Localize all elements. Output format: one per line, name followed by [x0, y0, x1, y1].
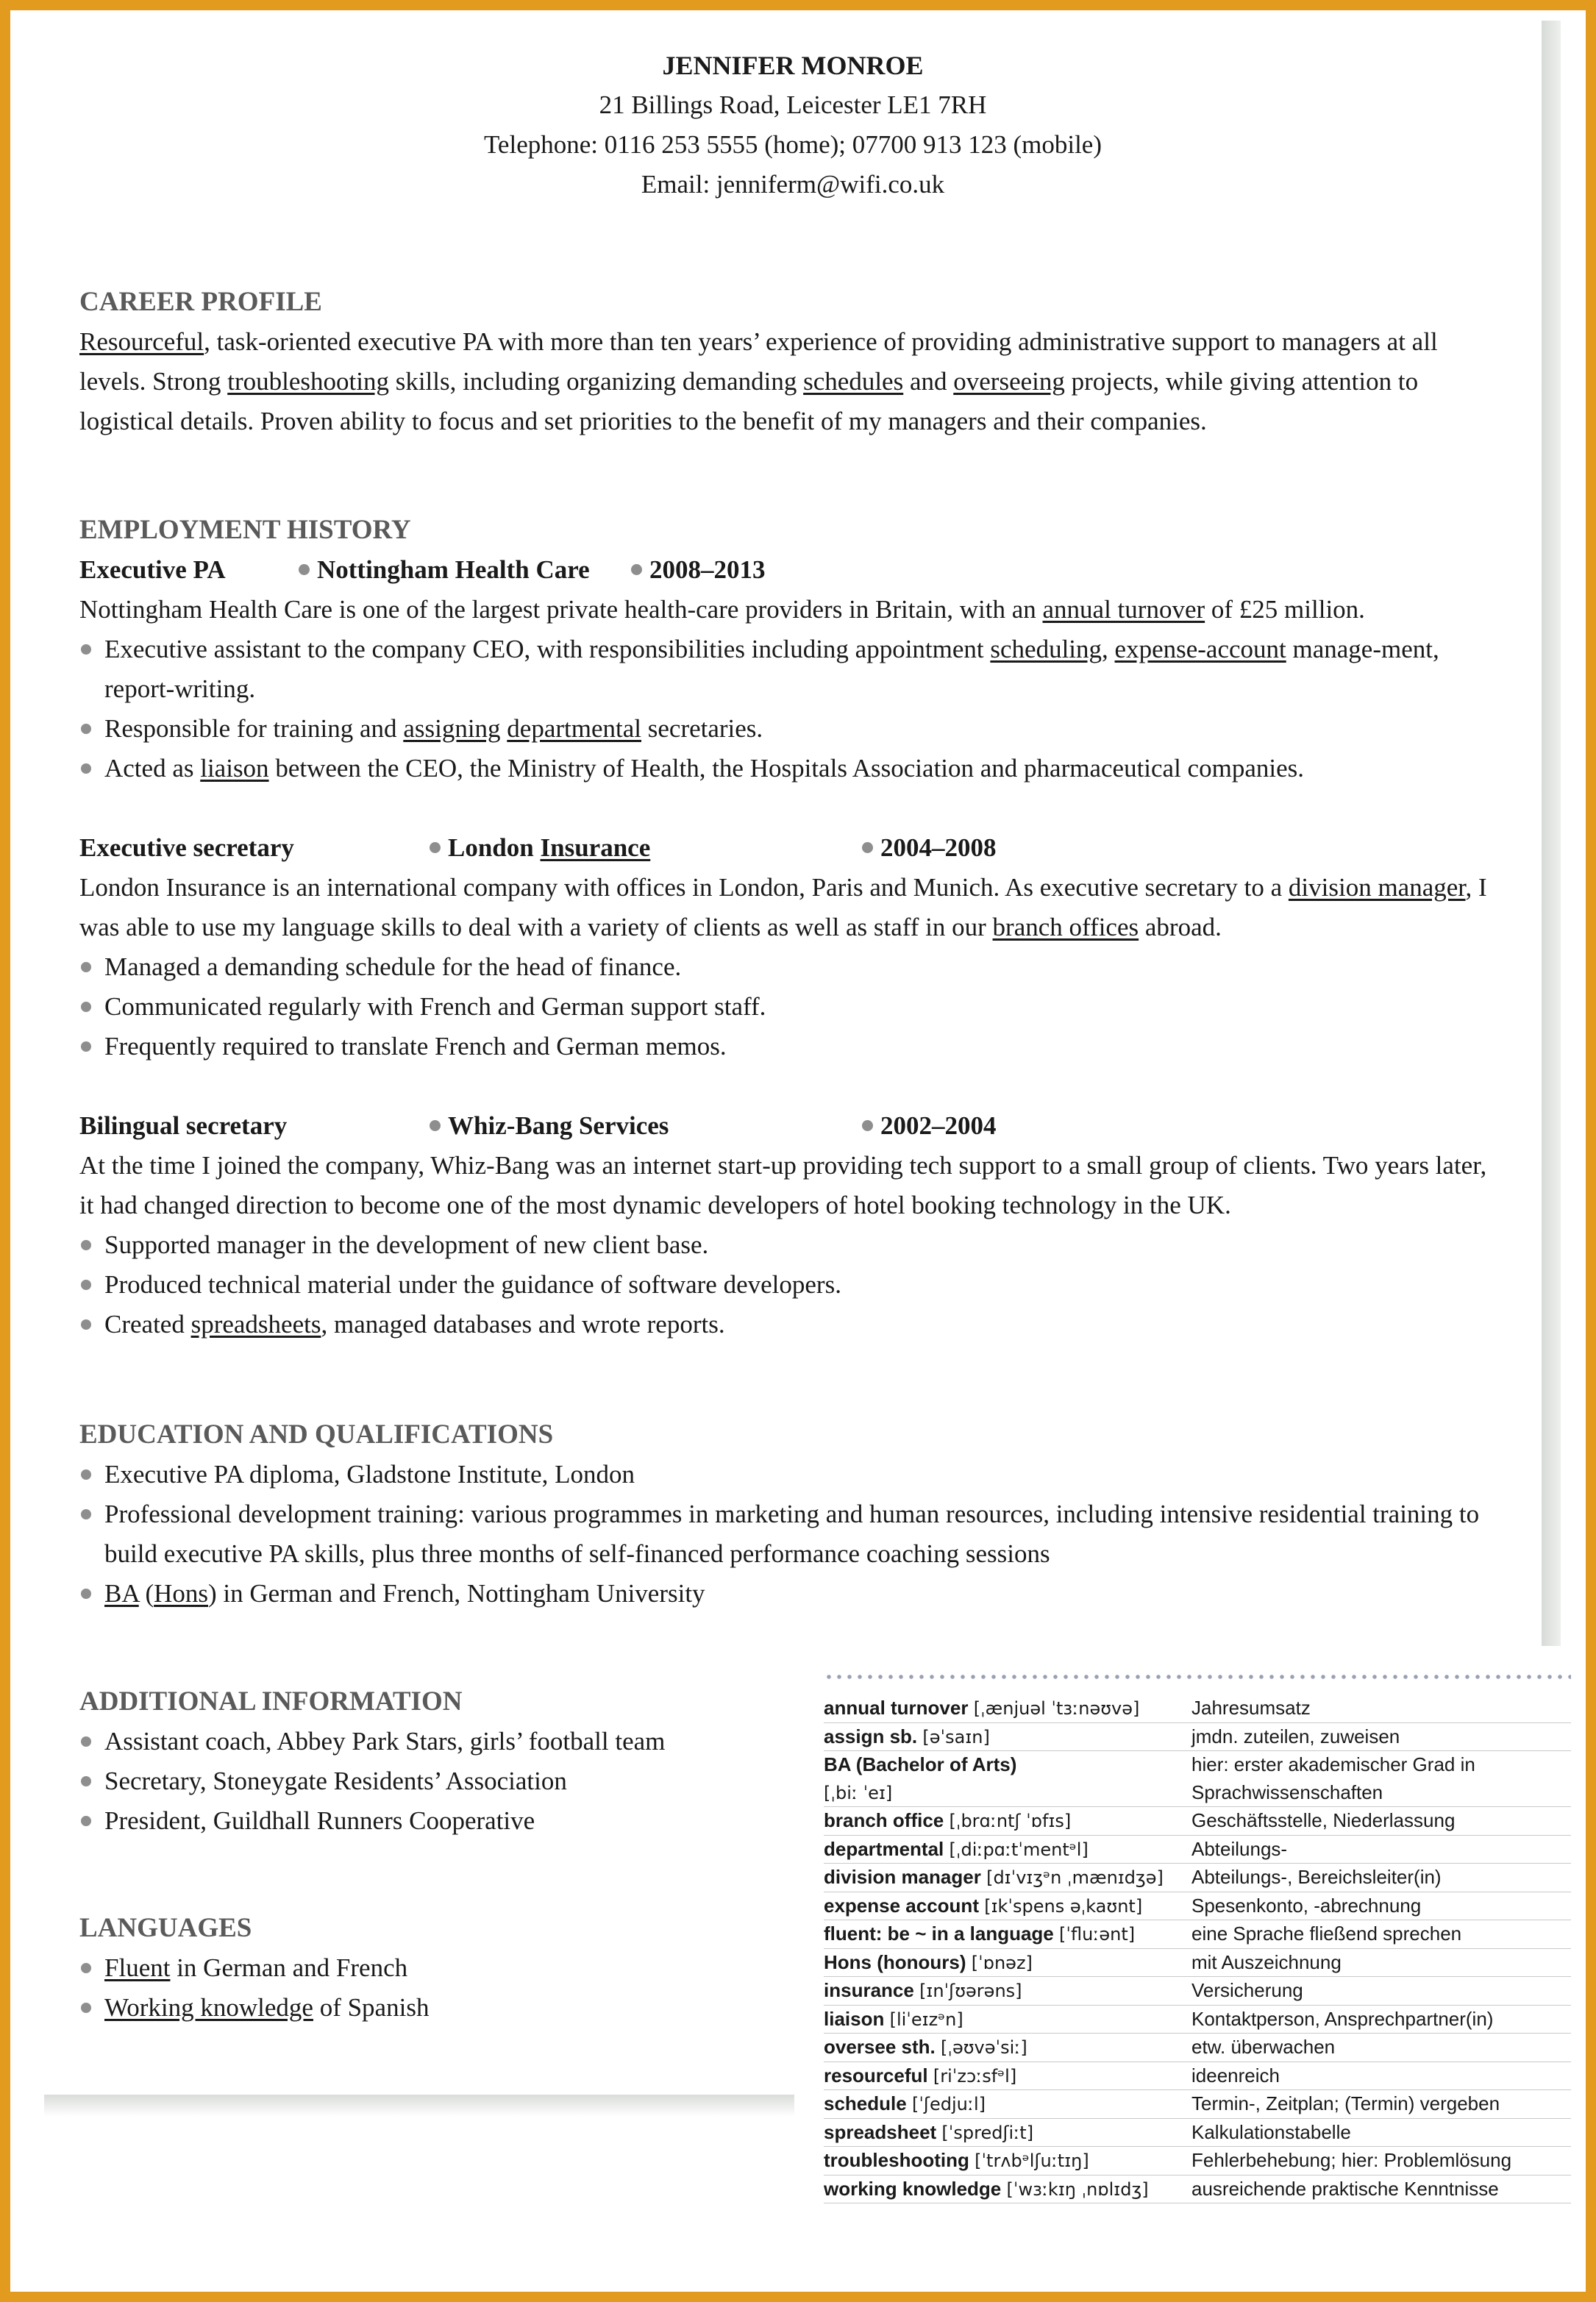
list-item: Produced technical material under the guidance of software developers.	[79, 1265, 1492, 1305]
glossary-word: Resourceful	[79, 327, 204, 356]
bullet-dot-icon	[631, 564, 642, 575]
job-description: London Insurance is an international company with offices in London, Paris and Munich. As executive secretary to a division manager, I was able to use my language skills to deal with a variety of clients as well as staff in our branch offices abroad.	[79, 873, 1487, 941]
bullet-dot-icon	[299, 564, 310, 575]
glossary-pronunciation: [dɪˈvɪʒᵊn ˌmænɪdʒə]	[986, 1867, 1164, 1888]
glossary-word: overseeing	[953, 367, 1065, 396]
languages-section	[79, 1909, 815, 2028]
glossary-pronunciation: [əˈsaɪn]	[922, 1726, 990, 1747]
cv-header	[0, 46, 1586, 204]
glossary-row	[824, 2147, 1571, 2176]
glossary-term: BA (Bachelor of Arts)	[824, 1753, 1017, 1775]
glossary-row	[824, 2118, 1571, 2147]
glossary-term-cell	[824, 1920, 1191, 1949]
glossary-row	[824, 1835, 1571, 1864]
section-title-career-profile: CAREER PROFILE	[79, 287, 322, 317]
education-list	[79, 1455, 1492, 1614]
glossary-translation: Spesenkonto, -abrechnung	[1191, 1892, 1571, 1920]
list-item: BA (Hons) in German and French, Nottingham University	[79, 1574, 1492, 1614]
sheet-shadow	[1542, 21, 1561, 1646]
glossary-term-cell	[824, 1948, 1191, 1977]
glossary-pronunciation: [ˈwɜːkɪŋ ˌnɒlɪdʒ]	[1006, 2178, 1149, 2200]
list-item: President, Guildhall Runners Cooperative	[79, 1801, 815, 1841]
glossary-row	[824, 1779, 1571, 1807]
glossary-word: schedules	[803, 367, 904, 396]
list-item: Assistant coach, Abbey Park Stars, girls’ football team	[79, 1722, 815, 1761]
email: Email: jenniferm@wifi.co.uk	[641, 170, 945, 199]
glossary-pronunciation: [ɪnˈʃʊərəns]	[919, 1981, 1022, 2001]
job-duties	[79, 1225, 1492, 1344]
telephone: Telephone: 0116 253 5555 (home); 07700 913 123 (mobile)	[484, 130, 1102, 159]
glossary-row	[824, 1920, 1571, 1949]
glossary-term-cell	[824, 1807, 1191, 1836]
glossary-term-cell	[824, 2118, 1191, 2147]
list-item: Created spreadsheets, managed databases and wrote reports.	[79, 1305, 1492, 1344]
glossary-translation: etw. überwachen	[1191, 2034, 1571, 2062]
glossary-term: insurance	[824, 1979, 914, 2001]
job-dates: 2004–2008	[862, 828, 997, 868]
sheet-shadow-bottom	[44, 2095, 794, 2117]
glossary-term-cell	[824, 2034, 1191, 2062]
job-dates: 2008–2013	[631, 550, 766, 590]
glossary-term: working knowledge	[824, 2177, 1002, 2200]
glossary-term: spreadsheet	[824, 2120, 937, 2143]
glossary-word: troubleshooting	[227, 367, 389, 396]
glossary-pronunciation: [ɪkˈspens əˌkaʊnt]	[984, 1895, 1143, 1917]
address: 21 Billings Road, Leicester LE1 7RH	[599, 90, 987, 119]
additional-list	[79, 1722, 815, 1841]
languages-list	[79, 1948, 815, 2028]
bullet-dot-icon	[430, 842, 441, 853]
glossary-translation: mit Auszeichnung	[1191, 1948, 1571, 1977]
glossary-row	[824, 1807, 1571, 1836]
job-role: Executive secretary	[79, 833, 294, 862]
glossary-term-cell	[824, 2005, 1191, 2034]
candidate-name: JENNIFER MONROE	[662, 51, 924, 80]
glossary-term: Hons (honours)	[824, 1950, 966, 1973]
bullet-dot-icon	[430, 1120, 441, 1131]
glossary-term: resourceful	[824, 2064, 928, 2087]
glossary-translation: Kontaktperson, Ansprechpartner(in)	[1191, 2005, 1571, 2034]
glossary-row	[824, 1892, 1571, 1920]
glossary-term-cell	[824, 1695, 1191, 1722]
glossary-translation: Termin-, Zeitplan; (Termin) vergeben	[1191, 2090, 1571, 2119]
list-item: Managed a demanding schedule for the head of finance.	[79, 947, 1492, 987]
list-item: Responsible for training and assigning departmental secretaries.	[79, 709, 1492, 749]
glossary-translation: eine Sprache fließend sprechen	[1191, 1920, 1571, 1949]
employment-section	[79, 510, 1492, 1344]
dotted-divider	[824, 1674, 1571, 1680]
glossary-translation: Abteilungs-, Bereichsleiter(in)	[1191, 1864, 1571, 1892]
glossary-pronunciation: [ˈʃedjuːl]	[911, 2094, 986, 2114]
glossary-pronunciation: [ˈspredʃiːt]	[941, 2122, 1034, 2143]
glossary-term-cell	[824, 2175, 1191, 2203]
job-company: Whiz-Bang Services	[430, 1106, 669, 1146]
glossary-term-cell	[824, 1977, 1191, 2006]
glossary-pronunciation: [ˈɒnəz]	[971, 1952, 1033, 1973]
glossary-term-cell	[824, 1835, 1191, 1864]
education-section	[79, 1415, 1492, 1614]
glossary-row	[824, 2034, 1571, 2062]
glossary-pronunciation: [ˌbiː ˈeɪ]	[824, 1782, 893, 1803]
list-item: Frequently required to translate French and German memos.	[79, 1027, 1492, 1066]
list-item: Communicated regularly with French and German support staff.	[79, 987, 1492, 1027]
bullet-dot-icon	[862, 842, 873, 853]
glossary-pronunciation: [ˌbrɑːntʃ ˈɒfɪs]	[949, 1811, 1072, 1831]
glossary-row	[824, 1948, 1571, 1977]
glossary-row	[824, 2090, 1571, 2119]
glossary-translation: ausreichende praktische Kenntnisse	[1191, 2175, 1571, 2203]
glossary-term: oversee sth.	[824, 2036, 936, 2058]
list-item: Working knowledge of Spanish	[79, 1988, 815, 2028]
section-title-languages: LANGUAGES	[79, 1913, 252, 1943]
glossary-pronunciation: [ˌænjuəl ˈtɜːnəʊvə]	[973, 1698, 1140, 1719]
glossary-translation: hier: erster akademischer Grad in	[1191, 1753, 1475, 1775]
glossary-term-cell	[824, 2147, 1191, 2176]
glossary-translation: Geschäftsstelle, Niederlassung	[1191, 1807, 1571, 1836]
glossary-translation: jmdn. zuteilen, zuweisen	[1191, 1722, 1571, 1751]
glossary-term: division manager	[824, 1866, 981, 1888]
list-item: Supported manager in the development of new client base.	[79, 1225, 1492, 1265]
section-title-education: EDUCATION AND QUALIFICATIONS	[79, 1419, 554, 1450]
glossary-pronunciation: [ˈtrʌbᵊlʃuːtɪŋ]	[975, 2150, 1089, 2171]
job-duties	[79, 630, 1492, 788]
glossary-term: branch office	[824, 1809, 944, 1831]
job-description: Nottingham Health Care is one of the largest private health-care providers in Britain, with an annual turnover of £25 million.	[79, 595, 1365, 624]
job-company: London Insurance	[430, 828, 650, 868]
section-title-additional: ADDITIONAL INFORMATION	[79, 1686, 463, 1717]
glossary-translation: Sprachwissenschaften	[1191, 1779, 1571, 1807]
job-role: Bilingual secretary	[79, 1111, 288, 1140]
glossary-term-cell	[824, 2090, 1191, 2119]
glossary-row	[824, 2062, 1571, 2090]
glossary-term-cell	[824, 1864, 1191, 1892]
glossary-term: schedule	[824, 2092, 907, 2114]
glossary-row	[824, 2005, 1571, 2034]
glossary-term: assign sb.	[824, 1725, 918, 1747]
glossary-row	[824, 2175, 1571, 2203]
additional-section	[79, 1682, 815, 1841]
career-profile-text: Resourceful, task-oriented executive PA with more than ten years’ experience of providing administrative support to managers at all levels. Strong troubleshooting skills, including organizing demanding schedules and overseeing projects, while giving attention to logistical details. Proven ability to focus and set priorities to the benefit of my managers and their companies.	[79, 327, 1438, 435]
job-description: At the time I joined the company, Whiz-Bang was an internet start-up providing tech support to a small group of clients. Two years later, it had changed direction to become one of the most dynamic developers of hotel booking technology in the UK.	[79, 1151, 1487, 1219]
list-item: Fluent in German and French	[79, 1948, 815, 1988]
list-item: Professional development training: various programmes in marketing and human resources, including intensive residential training to build executive PA skills, plus three months of self-financed performance coaching sessions	[79, 1494, 1492, 1574]
career-profile-section	[79, 282, 1492, 441]
glossary-term-cell	[824, 1892, 1191, 1920]
job-role: Executive PA	[79, 555, 226, 584]
glossary-term-cell	[824, 1779, 1191, 1807]
glossary-pronunciation: [ˌdiːpɑːtˈmentᵊl]	[949, 1839, 1089, 1860]
glossary-pronunciation: [riˈzɔːsfᵊl]	[933, 2065, 1017, 2087]
glossary-term-cell	[824, 1751, 1191, 1779]
glossary-term-cell	[824, 1722, 1191, 1751]
glossary-row	[824, 1695, 1571, 1722]
list-item: Executive assistant to the company CEO, with responsibilities including appointment scheduling, expense-account manage-ment, report-writing.	[79, 630, 1492, 709]
glossary-term: fluent: be ~ in a language	[824, 1923, 1054, 1945]
glossary-pronunciation: [ˈfluːənt]	[1059, 1924, 1136, 1945]
glossary-translation: ideenreich	[1191, 2062, 1571, 2090]
glossary-row	[824, 1864, 1571, 1892]
glossary-translation: Kalkulationstabelle	[1191, 2118, 1571, 2147]
glossary-pronunciation: [ˌəʊvəˈsiː]	[940, 2037, 1027, 2058]
glossary-row	[824, 1751, 1571, 1779]
glossary-translation: Abteilungs-	[1191, 1835, 1571, 1864]
glossary-table	[824, 1695, 1571, 2203]
list-item: Secretary, Stoneygate Residents’ Association	[79, 1761, 815, 1801]
job-heading	[79, 550, 1492, 590]
glossary-term: liaison	[824, 2007, 885, 2030]
job-heading	[79, 828, 1492, 868]
glossary-translation: Versicherung	[1191, 1977, 1571, 2006]
glossary-translation: Jahresumsatz	[1191, 1695, 1571, 1722]
glossary-term-cell	[824, 2062, 1191, 2090]
section-title-employment: EMPLOYMENT HISTORY	[79, 515, 411, 545]
list-item: Executive PA diploma, Gladstone Institute, London	[79, 1455, 1492, 1494]
glossary-term: troubleshooting	[824, 2149, 969, 2171]
glossary-row	[824, 1977, 1571, 2006]
glossary-term: departmental	[824, 1837, 944, 1860]
job-dates: 2002–2004	[862, 1106, 997, 1146]
list-item: Acted as liaison between the CEO, the Ministry of Health, the Hospitals Association and pharmaceutical companies.	[79, 749, 1492, 788]
glossary-term: expense account	[824, 1894, 979, 1917]
glossary-translation: Fehlerbehebung; hier: Problemlösung	[1191, 2147, 1571, 2176]
job-duties	[79, 947, 1492, 1066]
bullet-dot-icon	[862, 1120, 873, 1131]
glossary-row	[824, 1722, 1571, 1751]
glossary-pronunciation: [liˈeɪzᵊn]	[889, 2009, 963, 2030]
job-company: Nottingham Health Care	[299, 550, 590, 590]
glossary-term: annual turnover	[824, 1697, 969, 1719]
job-heading	[79, 1106, 1492, 1146]
